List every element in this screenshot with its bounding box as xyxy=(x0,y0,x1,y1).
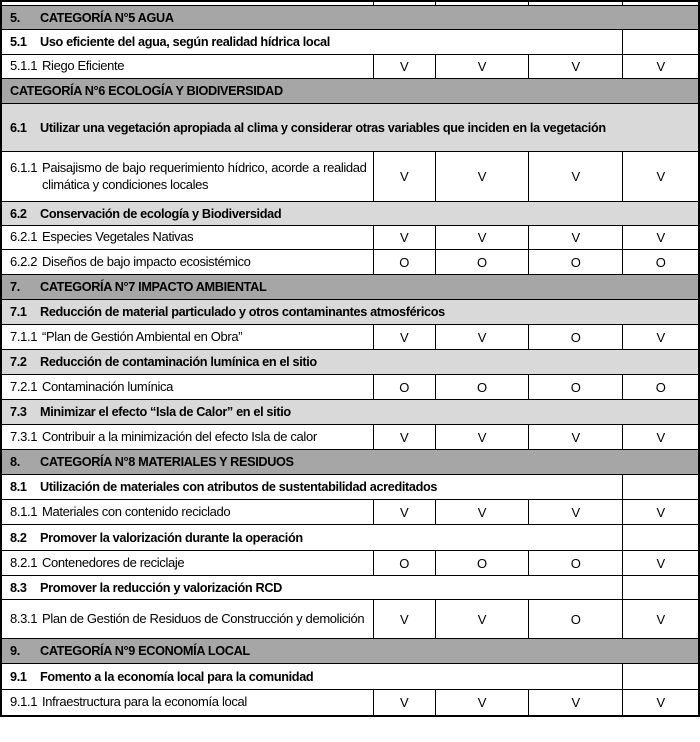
criterion-description-cell xyxy=(1,500,373,525)
criterion-number: 8.1.1 xyxy=(10,503,38,519)
value-mark: O xyxy=(399,254,410,270)
value-mark: V xyxy=(571,429,580,445)
value-mark: V xyxy=(477,504,487,520)
criterion-row xyxy=(1,551,699,576)
value-cell xyxy=(435,600,528,639)
criterion-number: 5.1.1 xyxy=(10,58,38,74)
subcategory-number: 7.3 xyxy=(10,405,27,419)
value-mark: V xyxy=(656,504,665,520)
criterion-description-cell xyxy=(1,425,373,450)
value-mark: V xyxy=(571,230,580,245)
criterion-row xyxy=(1,152,699,202)
value-mark: V xyxy=(477,611,487,627)
category-number: 7. xyxy=(10,280,20,294)
subcategory-number: 6.2 xyxy=(10,206,27,221)
value-cell xyxy=(435,551,528,576)
subcategory-number: 6.1 xyxy=(10,120,27,135)
empty-cell xyxy=(623,525,699,551)
subcategory-label: Reducción de material particulado y otros contaminantes atmosféricos xyxy=(40,305,445,319)
value-cell xyxy=(435,425,528,450)
criterion-text-block xyxy=(10,503,367,521)
value-cell xyxy=(623,600,699,639)
subcategory-row xyxy=(1,350,699,375)
subcategory-row xyxy=(1,202,699,226)
category-label: CATEGORÍA N°7 IMPACTO AMBIENTAL xyxy=(40,280,267,294)
value-mark: V xyxy=(477,694,487,710)
value-cell xyxy=(623,690,699,716)
criterion-number: 6.2.2 xyxy=(10,253,38,269)
subcategory-row xyxy=(1,576,699,600)
subcategory-label: Conservación de ecología y Biodiversidad xyxy=(40,206,282,221)
category-header-row xyxy=(1,79,699,104)
subcategory-cell xyxy=(1,475,623,500)
category-header-cell xyxy=(1,639,699,664)
value-cell xyxy=(373,55,435,79)
value-cell xyxy=(623,55,699,79)
criterion-row xyxy=(1,375,699,400)
value-mark: V xyxy=(656,611,665,627)
value-cell xyxy=(623,425,699,450)
category-number: 9. xyxy=(10,644,20,658)
value-cell xyxy=(623,375,699,400)
criterion-number: 9.1.1 xyxy=(10,693,38,709)
subcategory-row xyxy=(1,475,699,500)
value-cell xyxy=(373,500,435,525)
value-mark: O xyxy=(655,379,666,395)
value-cell xyxy=(373,600,435,639)
criterion-number: 6.1.1 xyxy=(10,159,38,175)
criterion-text-block xyxy=(10,328,367,346)
subcategory-label: Utilizar una vegetación apropiada al clima y considerar otras variables que inciden en la vegetación xyxy=(40,120,606,135)
criterion-label: “Plan de Gestión Ambiental en Obra” xyxy=(42,328,243,344)
subcategory-number: 7.2 xyxy=(10,355,27,369)
value-mark: O xyxy=(570,611,581,627)
value-mark: V xyxy=(399,611,409,627)
subcategory-label: Fomento a la economía local para la comunidad xyxy=(40,669,314,684)
criterion-text-block xyxy=(10,159,367,193)
category-label: CATEGORÍA N°8 MATERIALES Y RESIDUOS xyxy=(40,455,294,469)
criterion-row xyxy=(1,55,699,79)
subcategory-number: 7.1 xyxy=(10,305,27,319)
value-cell xyxy=(529,551,623,576)
subcategory-number: 9.1 xyxy=(10,669,27,684)
category-label: CATEGORÍA N°6 ECOLOGÍA Y BIODIVERSIDAD xyxy=(10,84,283,98)
value-cell xyxy=(373,425,435,450)
subcategory-label: Reducción de contaminación lumínica en el sitio xyxy=(40,355,317,369)
criterion-number: 8.3.1 xyxy=(10,610,38,626)
value-mark: V xyxy=(399,230,409,245)
subcategory-row xyxy=(1,30,699,55)
empty-cell xyxy=(623,664,699,690)
criterion-description-cell xyxy=(1,600,373,639)
value-cell xyxy=(623,325,699,350)
criterion-description-cell xyxy=(1,375,373,400)
subcategory-number: 5.1 xyxy=(10,35,27,49)
value-mark: V xyxy=(656,694,665,710)
criterion-label: Diseños de bajo impacto ecosistémico xyxy=(42,253,251,269)
subcategory-cell xyxy=(1,350,699,375)
category-number: 5. xyxy=(10,10,20,25)
value-mark: O xyxy=(655,254,666,270)
value-cell xyxy=(623,226,699,250)
criterion-label: Contaminación lumínica xyxy=(42,378,174,394)
criterion-number: 7.1.1 xyxy=(10,328,38,344)
value-cell xyxy=(435,55,528,79)
criterion-row xyxy=(1,250,699,275)
criterion-number: 8.2.1 xyxy=(10,554,38,570)
subcategory-row xyxy=(1,400,699,425)
criterion-row xyxy=(1,600,699,639)
value-cell xyxy=(529,690,623,716)
category-header-cell xyxy=(1,275,699,300)
subcategory-row xyxy=(1,300,699,325)
value-cell xyxy=(373,226,435,250)
criterion-number: 6.2.1 xyxy=(10,229,38,245)
criterion-label: Especies Vegetales Nativas xyxy=(42,229,194,245)
criterion-description-cell xyxy=(1,226,373,250)
value-cell xyxy=(373,375,435,400)
category-label: CATEGORÍA N°9 ECONOMÍA LOCAL xyxy=(40,644,250,658)
category-header-row xyxy=(1,275,699,300)
subcategory-row xyxy=(1,104,699,152)
criterion-label: Contenedores de reciclaje xyxy=(42,554,185,570)
empty-cell xyxy=(623,30,699,55)
value-mark: V xyxy=(477,230,487,245)
empty-cell xyxy=(623,475,699,500)
subcategory-row xyxy=(1,525,699,551)
value-mark: O xyxy=(570,379,581,395)
criterion-text-block xyxy=(10,378,367,396)
criterion-text-block xyxy=(10,554,367,572)
value-mark: V xyxy=(399,329,409,345)
criterion-label: Infraestructura para la economía local xyxy=(42,693,247,709)
value-cell xyxy=(529,425,623,450)
value-cell xyxy=(435,690,528,716)
subcategory-label: Uso eficiente del agua, según realidad hídrica local xyxy=(40,35,330,49)
value-mark: O xyxy=(399,379,410,395)
value-mark: V xyxy=(399,694,409,710)
criterion-row xyxy=(1,690,699,716)
criterion-text-block xyxy=(10,428,367,446)
value-mark: V xyxy=(656,59,665,74)
value-cell xyxy=(373,325,435,350)
criterion-label: Materiales con contenido reciclado xyxy=(42,503,231,519)
value-mark: O xyxy=(570,555,581,571)
value-mark: V xyxy=(477,429,487,445)
value-cell xyxy=(623,551,699,576)
criterion-row xyxy=(1,500,699,525)
criterion-row xyxy=(1,425,699,450)
value-cell xyxy=(623,152,699,202)
category-header-cell xyxy=(1,450,699,475)
value-mark: V xyxy=(656,169,665,184)
criterion-number: 7.3.1 xyxy=(10,428,38,444)
subcategory-label: Promover la valorización durante la operación xyxy=(40,530,303,545)
value-mark: O xyxy=(476,379,487,395)
value-mark: V xyxy=(571,169,580,184)
subcategory-cell xyxy=(1,104,699,152)
subcategory-row xyxy=(1,664,699,690)
category-header-row xyxy=(1,450,699,475)
value-mark: V xyxy=(399,429,409,445)
value-cell xyxy=(373,690,435,716)
criterion-row xyxy=(1,325,699,350)
subcategory-number: 8.1 xyxy=(10,480,27,494)
value-mark: V xyxy=(656,230,665,245)
value-mark: O xyxy=(476,254,487,270)
criterion-row xyxy=(1,226,699,250)
criterion-label: Paisajismo de bajo requerimiento hídrico, acorde a realidad climática y condiciones locales xyxy=(42,159,367,192)
criterion-text-block xyxy=(10,229,367,246)
category-header-cell xyxy=(1,6,699,30)
criterion-label: Plan de Gestión de Residuos de Construcción y demolición xyxy=(42,610,365,626)
value-cell xyxy=(435,325,528,350)
value-cell xyxy=(623,500,699,525)
value-mark: V xyxy=(656,429,665,445)
value-mark: V xyxy=(399,59,409,74)
criterion-number: 7.2.1 xyxy=(10,378,38,394)
subcategory-cell xyxy=(1,664,623,690)
value-cell xyxy=(529,250,623,275)
subcategory-cell xyxy=(1,30,623,55)
empty-cell xyxy=(623,576,699,600)
category-label: CATEGORÍA N°5 AGUA xyxy=(40,10,174,25)
value-cell xyxy=(373,250,435,275)
criterion-text-block xyxy=(10,58,367,75)
value-mark: V xyxy=(477,329,487,345)
value-mark: V xyxy=(399,169,409,184)
value-cell xyxy=(623,250,699,275)
subcategory-cell xyxy=(1,202,699,226)
subcategory-cell xyxy=(1,400,699,425)
subcategory-label: Promover la reducción y valorización RCD xyxy=(40,580,282,595)
category-number: 8. xyxy=(10,455,20,469)
criterion-text-block xyxy=(10,610,367,628)
value-mark: O xyxy=(399,555,410,571)
criterion-description-cell xyxy=(1,55,373,79)
criterion-label: Riego Eficiente xyxy=(42,58,125,74)
subcategory-number: 8.3 xyxy=(10,580,27,595)
value-cell xyxy=(529,500,623,525)
value-mark: V xyxy=(477,59,487,74)
criterion-description-cell xyxy=(1,325,373,350)
category-header-row xyxy=(1,639,699,664)
subcategory-label: Utilización de materiales con atributos de sustentabilidad acreditados xyxy=(40,480,438,494)
value-cell xyxy=(435,152,528,202)
value-cell xyxy=(529,152,623,202)
criterion-text-block xyxy=(10,253,367,271)
value-cell xyxy=(435,500,528,525)
value-mark: V xyxy=(571,694,580,710)
value-cell xyxy=(435,250,528,275)
criterion-description-cell xyxy=(1,690,373,716)
value-cell xyxy=(529,226,623,250)
criterion-description-cell xyxy=(1,250,373,275)
subcategory-cell xyxy=(1,525,623,551)
category-header-cell xyxy=(1,79,699,104)
subcategory-cell xyxy=(1,300,699,325)
value-cell xyxy=(529,325,623,350)
value-mark: O xyxy=(570,329,581,345)
value-mark: O xyxy=(476,555,487,571)
value-mark: O xyxy=(570,254,581,270)
value-mark: V xyxy=(477,169,487,184)
value-cell xyxy=(373,152,435,202)
subcategory-number: 8.2 xyxy=(10,530,27,545)
value-cell xyxy=(435,226,528,250)
value-mark: V xyxy=(571,59,580,74)
subcategory-cell xyxy=(1,576,623,600)
value-mark: V xyxy=(399,504,409,520)
subcategory-label: Minimizar el efecto “Isla de Calor” en el sitio xyxy=(40,405,291,419)
criterion-description-cell xyxy=(1,152,373,202)
criterion-description-cell xyxy=(1,551,373,576)
criterion-text-block xyxy=(10,693,367,711)
category-header-row xyxy=(1,6,699,30)
value-cell xyxy=(529,600,623,639)
value-cell xyxy=(529,55,623,79)
value-mark: V xyxy=(571,504,580,520)
value-cell xyxy=(373,551,435,576)
criteria-table-body xyxy=(1,1,699,716)
value-mark: V xyxy=(656,555,665,571)
value-cell xyxy=(435,375,528,400)
value-cell xyxy=(529,375,623,400)
criterion-label: Contribuir a la minimización del efecto Isla de calor xyxy=(42,428,317,444)
value-mark: V xyxy=(656,329,665,345)
